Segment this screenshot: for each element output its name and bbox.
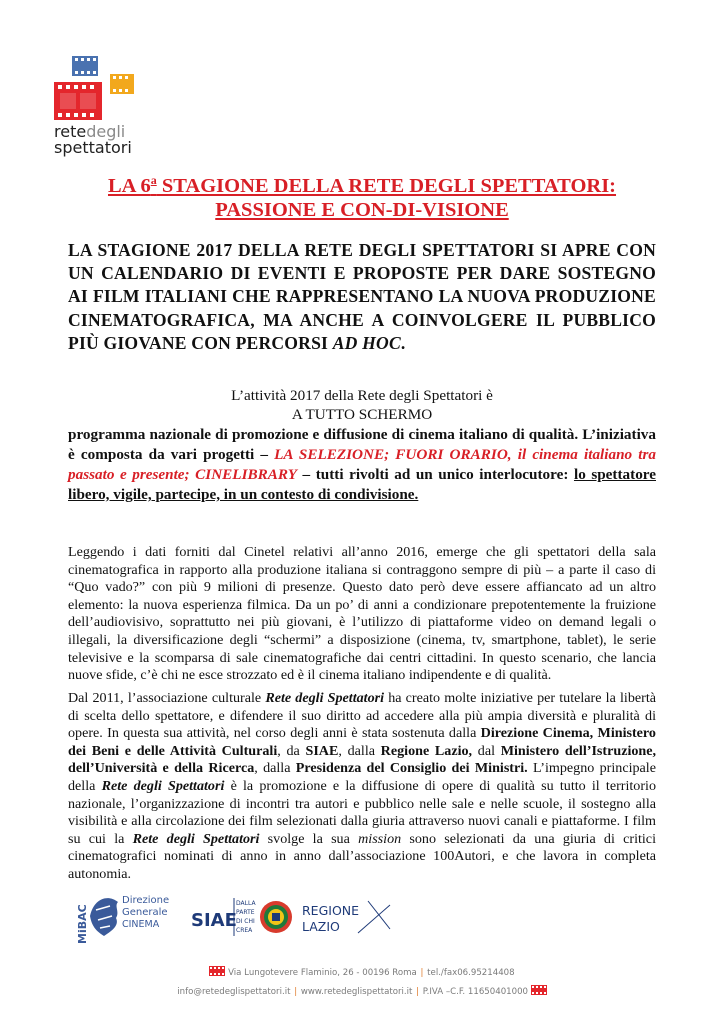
footer-phone: tel./fax06.95214408 bbox=[427, 968, 515, 978]
page-title bbox=[60, 168, 664, 222]
mibac-line3: CINEMA bbox=[122, 919, 160, 930]
film-strip-icon bbox=[531, 985, 547, 995]
subtitle-line2: A TUTTO SCHERMO bbox=[291, 406, 433, 423]
logo-wordmark bbox=[54, 124, 132, 156]
text: , dalla bbox=[254, 760, 296, 777]
body-paragraph-2 bbox=[68, 690, 656, 884]
footer-separator: | bbox=[416, 987, 420, 997]
footer-address bbox=[0, 966, 724, 978]
program-text: – tutti rivolti ad un unico interlocutore: bbox=[297, 466, 574, 483]
siae-text: SIAE bbox=[191, 910, 237, 931]
footer-vat: P.IVA –C.F. 11650401000 bbox=[422, 987, 529, 997]
mibac-side-text: MiBAC bbox=[76, 904, 89, 944]
org-name: Rete degli Spettatori bbox=[265, 690, 385, 706]
film-strip-icon bbox=[209, 966, 225, 976]
mibac-line1: Direzione bbox=[122, 895, 170, 906]
sponsor-name: SIAE bbox=[305, 742, 339, 759]
program-text: programma nazionale di promozione e diffusione di cinema italiano di qualità. L’iniziativa è composta da vari progetti – bbox=[68, 426, 656, 463]
intro-text: LA STAGIONE 2017 DELLA RETE DEGLI SPETTATORI SI APRE CON UN CALENDARIO DI EVENTI E PROPOSTE PER DARE SOSTEGNO AI FILM ITALIANI CHE RAPPRESENTANO LA NUOVA PRODUZIONE CINEMATOGRAFICA, MA ANCHE A COINVOLGERE IL PUBBLICO PIÙ GIOVANE CON PERCORSI bbox=[68, 240, 656, 353]
intro-italic: AD HOC bbox=[332, 332, 401, 353]
org-name: Rete degli Spettatori bbox=[132, 830, 260, 847]
siae-side-2: PARTE bbox=[236, 909, 255, 916]
logo-word-spettatori: spettatori bbox=[54, 138, 132, 157]
org-name: Rete degli Spettatori bbox=[101, 777, 225, 794]
title-part: STAGIONE DELLA RETE DEGLI SPETTATORI: bbox=[156, 174, 617, 197]
title-line2: PASSIONE E CON-DI-VISIONE bbox=[215, 198, 509, 221]
footer-separator: | bbox=[420, 968, 424, 978]
text: ha creato molte iniziative per tutelare la libertà di scelta dello spettatore, e difendere il suo diritto ad accedere alla più ampia diversità e pluralità di opere. In questa sua attività, nel corso degli anni è stata sostenuta dalla bbox=[68, 690, 656, 742]
text: dal bbox=[472, 742, 501, 759]
text: L’impegno principale della bbox=[68, 760, 656, 794]
siae-side-4: CREA bbox=[236, 927, 253, 934]
program-underlined: lo spettatore libero, vigile, partecipe, in un contesto di condivisione. bbox=[68, 466, 656, 503]
lazio-line2: LAZIO bbox=[302, 919, 340, 934]
siae-side-1: DALLA bbox=[236, 900, 256, 907]
lazio-line1: REGIONE bbox=[302, 903, 360, 918]
siae-logo bbox=[190, 890, 256, 942]
footer-separator: | bbox=[294, 987, 298, 997]
logo-word-rete: rete bbox=[54, 122, 87, 141]
mission-word: mission bbox=[358, 830, 402, 847]
subtitle-line1: L’attività 2017 della Rete degli Spettatori è bbox=[231, 387, 493, 404]
text: sono selezionati da una giuria di critici cinematografici nominati di anno in anno dall’associazione 100Autori, e che lavora in completa autonomia. bbox=[68, 830, 656, 882]
sponsor-name: Ministero dell’Istruzione, dell’Università e della Ricerca bbox=[68, 742, 657, 777]
text: , dalla bbox=[338, 742, 381, 759]
program-projects: LA SELEZIONE; FUORI ORARIO, il cinema italiano tra passato e presente; CINELIBRARY bbox=[68, 446, 656, 483]
title-superscript: a bbox=[150, 173, 157, 187]
mibac-cinema-logo bbox=[74, 886, 178, 946]
text: Dal 2011, l’associazione culturale bbox=[68, 690, 266, 706]
mibac-line2: Generale bbox=[122, 907, 168, 918]
logo-word-degli: degli bbox=[86, 122, 126, 141]
intro-paragraph bbox=[68, 239, 656, 355]
program-paragraph bbox=[68, 425, 656, 505]
intro-end: . bbox=[400, 332, 406, 353]
text: è la promozione e la diffusione di opere di qualità su tutto il territorio nazionale, l’organizzazione di incontri tra autori e pubblico nelle sale e nelle scuole, il sostegno alla visibilità e alla circolazione dei film selezionati dalla giuria attraverso nuovi canali e piattaforme. I film su cui la bbox=[68, 777, 657, 847]
text: , da bbox=[277, 742, 306, 759]
title-part: LA 6 bbox=[107, 174, 151, 197]
sponsor-name: Direzione Cinema, Ministero dei Beni e delle Attività Culturali bbox=[68, 725, 656, 759]
regione-lazio-crest-icon bbox=[258, 895, 294, 939]
body-paragraph-1: Leggendo i dati forniti dal Cinetel relativi all’anno 2016, emerge che gli spettatori della sala cinematografica in rapporto alla produzione italiana si contraggono sempre di più – a parte il caso di “Quo vado?” con più 9 milioni di presenze. Questo dato però deve essere affiancato ad un altro elemento: la nuova esperienza filmica. Da un po’ di anni a condizionare prepotentemente la fruizione dell’audiovisivo, soprattutto nei più giovani, è l’utilizzo di piattaforme video on demand legali o illegali, la diversificazione degli “schermi” a disposizione (cinema, tv, smartphone, tablet), le serie televisive e la scomparsa di sale cinematografiche dai centri cittadini. In questo scenario, che lancia nuove sfide, c’è chi ne esce strozzato ed è il cinema italiano indipendente e di qualità. bbox=[68, 544, 656, 684]
regione-lazio-logo bbox=[298, 895, 392, 939]
sponsor-name: Regione Lazio, bbox=[380, 742, 473, 759]
text: svolge la sua bbox=[259, 830, 359, 847]
sponsor-name: Presidenza del Consiglio dei Ministri. bbox=[295, 760, 528, 777]
footer-address-text: Via Lungotevere Flaminio, 26 - 00196 Roma bbox=[228, 968, 417, 978]
footer-contacts bbox=[0, 985, 724, 997]
footer-email[interactable]: info@retedeglispettatori.it bbox=[177, 987, 291, 997]
footer-website[interactable]: www.retedeglispettatori.it bbox=[300, 987, 413, 997]
siae-side-3: DI CHI bbox=[236, 918, 255, 925]
